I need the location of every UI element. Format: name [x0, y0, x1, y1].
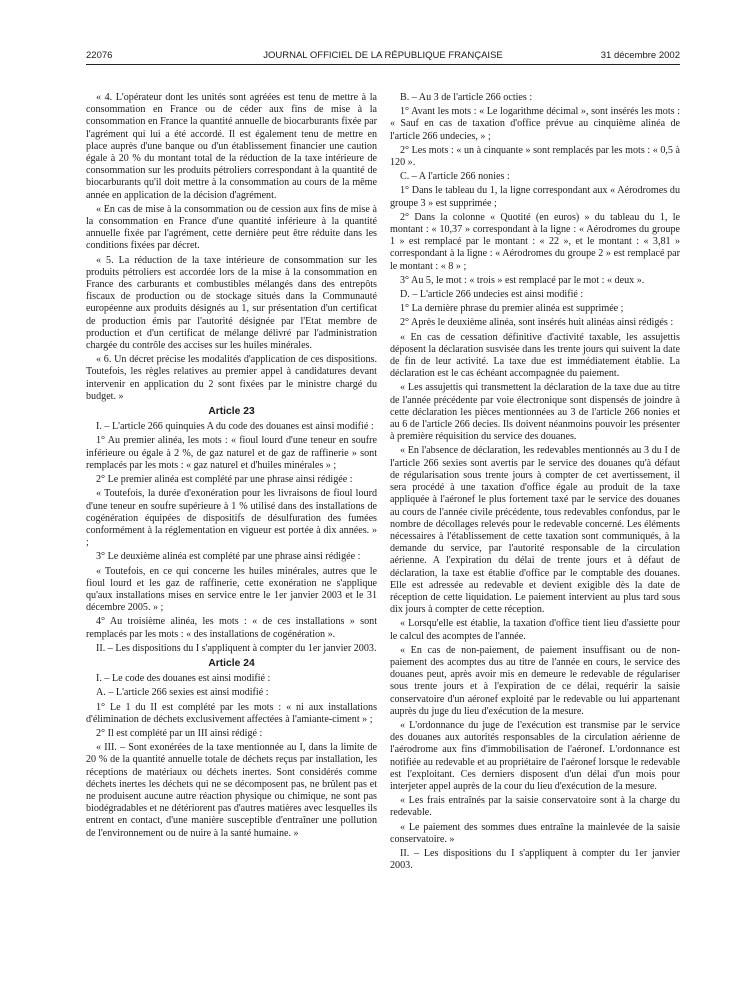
paragraph: 2° Il est complété par un III ainsi rédigé :	[96, 727, 263, 739]
paragraph: B. – Au 3 de l'article 266 octies :	[400, 92, 533, 103]
paragraph: « III. – Sont exonérées de la taxe mentionnée au I, dans la limite de 20 % de la quantité annuelle totale de déchets reçus par installation, les réceptions de matériaux ou déchets inertes. Sont considérés comme déchets inertes les déchets qui ne se décomposent pas, ne brûlent pas et ne produisent aucune autre réaction physique ou chimique, ne sont pas biodégradables et ne détériorent pas d'autres matières avec lesquelles ils entrent en contact, d'une manière susceptible d'entraîner une pollution de l'environnement ou de nuire à la santé humaine. »	[86, 742, 377, 839]
paragraph: 1° Au premier alinéa, les mots : « fioul lourd d'une teneur en soufre inférieure ou égale à 2 %, de gaz naturel et de gaz de raffinerie » sont remplacés par les mots : « gaz naturel et d'huiles minérales » ;	[86, 435, 377, 471]
paragraph: 2° Le premier alinéa est complété par une phrase ainsi rédigée :	[96, 474, 353, 486]
paragraph: 2° Dans la colonne « Quotité (en euros) » du tableau du 1, le montant : « 10,37 » correspondant à la ligne : « Aérodromes du groupe 1 » est remplacé par le montant : « 22 », et le montant : « 3,81 » correspondant à la ligne : « Aérodromes du groupe 2 » est remplacé par le montant : « 8 » ;	[390, 211, 680, 272]
paragraph: D. – L'article 266 undecies est ainsi modifié :	[400, 289, 584, 301]
header-rule	[86, 64, 680, 65]
paragraph: « Les frais entraînés par la saisie conservatoire sont à la charge du redevable.	[390, 795, 680, 819]
paragraph: « Toutefois, la durée d'exonération pour les livraisons de fioul lourd d'une teneur en soufre supérieure à 1 % utilisé dans des installations de cogénération équipées de dispositifs de désulfuration des fumées conformément à la réglementation en vigueur est portée à dix années. » ;	[86, 488, 377, 549]
paragraph: A. – L'article 266 sexies est ainsi modifié :	[96, 687, 269, 699]
paragraph: « L'ordonnance du juge de l'exécution est transmise par le service des douanes aux autorités responsables de la circulation aérienne de l'aérodrome aux fins d'immobilisation de l'aéronef. L'ordonnance est notifiée au redevable et au propriétaire de l'aéronef lorsque le redevable est l'exploitant. Ces derniers disposent d'un délai d'un mois pour interjeter appel auprès de la cour du lieu d'exécution de la mesure.	[390, 719, 680, 792]
paragraph: II. – Les dispositions du I s'appliquent à compter du 1er janvier 2003.	[390, 847, 680, 872]
paragraph: « 6. Un décret précise les modalités d'application de ces dispositions. Toutefois, les règles relatives au premier appel à candidatures devant intervenir en application du 2 sont fixées par le ministre chargé du budget. »	[86, 354, 377, 402]
paragraph: 3° Le deuxième alinéa est complété par une phrase ainsi rédigée :	[96, 551, 361, 563]
paragraph: 1° Avant les mots : « Le logarithme décimal », sont insérés les mots : « Sauf en cas de taxation d'office prévue au cinquième alinéa de l'article 266 undecies, » ;	[390, 106, 680, 142]
left-column	[86, 92, 377, 842]
paragraph: « En cas de mise à la consommation ou de cession aux fins de mise à la consommation en France d'une quantité inférieure à la quantité annuelle fixée par l'agrément, cette dernière peut être réduite dans les conditions fixées par décret.	[86, 203, 377, 252]
paragraph: « Lorsqu'elle est établie, la taxation d'office tient lieu d'assiette pour le calcul des acomptes de l'année.	[390, 618, 680, 642]
paragraph: « 5. La réduction de la taxe intérieure de consommation sur les produits pétroliers est accordée lors de la mise à la consommation en France des carburants et combustibles mélangés dans des entrepôts fiscaux de production ou de stockage situés dans la Communauté européenne aux produits désignés au 1, sur présentation d'un certificat de production émis par l'autorité désignée par l'Etat membre de production et d'un certificat de mélange délivré par l'administration chargée du contrôle des accises sur les huiles minérales.	[86, 254, 377, 352]
paragraph: 2° Après le deuxième alinéa, sont insérés huit alinéas ainsi rédigés :	[400, 317, 674, 329]
issue-date: 31 décembre 2002	[600, 50, 680, 61]
article-heading: Article 24	[208, 657, 255, 669]
paragraph: « En cas de cessation définitive d'activité taxable, les assujettis déposent la déclaration susvisée dans les trente jours qui suivent la date de fin de leur activité. La taxe due est immédiatement établie. La déclaration est le cas échéant accompagnée du paiement.	[390, 331, 680, 380]
paragraph: I. – Le code des douanes est ainsi modifié :	[96, 673, 271, 685]
paragraph: I. – L'article 266 quinquies A du code des douanes est ainsi modifié :	[96, 421, 374, 433]
paragraph: « Le paiement des sommes dues entraîne la mainlevée de la saisie conservatoire. »	[390, 821, 680, 845]
article-heading: Article 23	[208, 406, 255, 418]
paragraph: 1° Le 1 du II est complété par les mots : « ni aux installations d'élimination de déchets exclusivement affectées à l'amiante-ciment » ;	[86, 701, 377, 725]
right-column	[390, 92, 680, 874]
paragraph: II. – Les dispositions du I s'appliquent à compter du 1er janvier 2003.	[96, 642, 377, 654]
paragraph: 4° Au troisième alinéa, les mots : « de ces installations » sont remplacés par les mots : « des installations de cogénération ».	[86, 616, 377, 640]
paragraph: 3° Au 5, le mot : « trois » est remplacé par le mot : « deux ».	[400, 274, 645, 286]
paragraph: « En l'absence de déclaration, les redevables mentionnés au 3 du I de l'article 266 sexies sont avertis par le service des douanes qu'à défaut de régularisation sous trente jours à compter de cet avertissement, il sera procédé à une taxation d'office égale au produit de la taxe appliquée à l'aéronef le plus fortement taxé par le service des douanes au cours de l'année civile précédente, tous redevables confondus, par le nombre de décollages relevés pour le redevable concerné. Les éléments nécessaires à l'établissement de cette taxation sont communiqués, à la demande du service, par l'autorité responsable de la circulation aérienne. A l'expiration du délai de trente jours et à défaut de déclaration, la taxe est établie d'office par le comptable des douanes. Elle est adressée au redevable et devient exigible dès la date de réception de cette liquidation. Le paiement intervient au plus tard sous dix jours à compter de cette réception.	[390, 445, 680, 616]
paragraph: « Les assujettis qui transmettent la déclaration de la taxe due au titre de l'année précédente par voie électronique sont dispensés de joindre à cette déclaration les pièces mentionnées au 3 de l'article 266 nonies et au 6 de l'article 266 decies. Ils doivent néanmoins pouvoir les présenter à première réquisition du service des douanes.	[390, 382, 680, 443]
paragraph: « Toutefois, en ce qui concerne les huiles minérales, autres que le fioul lourd et les gaz de raffinerie, cette exonération ne s'applique qu'aux installations mises en service entre le 1er janvier 2003 et le 31 décembre 2005. » ;	[86, 565, 377, 614]
paragraph: « En cas de non-paiement, de paiement insuffisant ou de non-paiement des acomptes dus au titre de l'année en cours, le service des douanes peut, après avoir mis en demeure le redevable de régulariser sous trente jours et à l'expiration de ce délai, requérir la saisie conservatoire d'un aéronef exploité par le redevable ou lui appartenant auprès du juge du lieu d'exécution de la mesure.	[390, 644, 680, 717]
paragraph: C. – A l'article 266 nonies :	[400, 171, 510, 183]
page-header	[86, 50, 680, 64]
paragraph: 1° Dans le tableau du 1, la ligne correspondant aux « Aérodromes du groupe 3 » est supprimée ;	[390, 185, 680, 209]
paragraph: « 4. L'opérateur dont les unités sont agréées est tenu de mettre à la consommation en France ou de céder aux fins de mise à la consommation en France la quantité annuelle de biocarburants fixée par l'agrément qui lui a été accordé. Il est également tenu de mettre en place auprès d'une banque ou d'un établissement financier une caution égale à 20 % du montant total de la réduction de la taxe intérieure de consommation sur les produits pétroliers correspondant à la quantité de biocarburants qu'il doit mettre à la consommation au cours de la même année en application de la décision d'agrément.	[86, 92, 377, 201]
paragraph: 2° Les mots : « un à cinquante » sont remplacés par les mots : « 0,5 à 120 ».	[390, 144, 680, 169]
paragraph: 1° La dernière phrase du premier alinéa est supprimée ;	[400, 303, 624, 315]
page-number: 22076	[86, 50, 113, 61]
journal-title: JOURNAL OFFICIEL DE LA RÉPUBLIQUE FRANÇAISE	[263, 50, 503, 61]
